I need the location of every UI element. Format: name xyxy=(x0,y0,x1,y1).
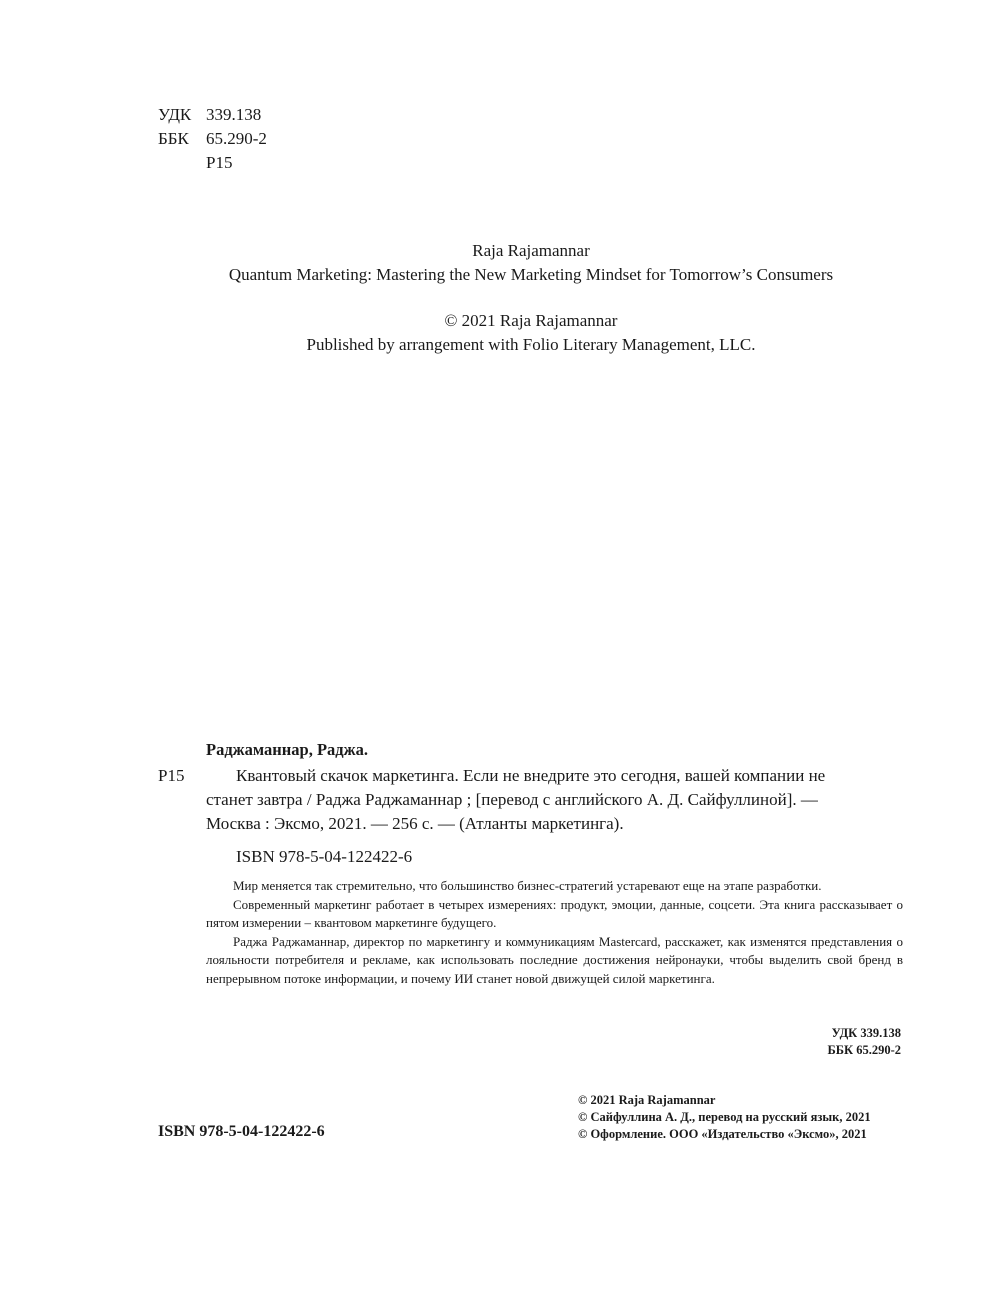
original-edition-info xyxy=(0,239,987,357)
card-author-heading: Раджаманнар, Раджа. xyxy=(206,740,368,759)
card-isbn: ISBN 978-5-04-122422-6 xyxy=(236,847,413,866)
card-udk: УДК 339.138 xyxy=(831,1026,901,1040)
udk-row xyxy=(158,103,267,127)
classification-block xyxy=(158,103,267,175)
original-title: Quantum Marketing: Mastering the New Marketing Mindset for Tomorrow’s Consumers xyxy=(228,265,834,284)
bbk-value: 65.290-2 xyxy=(206,129,267,148)
annotation-paragraph: Раджа Раджаманнар, директор по маркетингу и коммуникациям Mastercard, расскажет, как изменятся представления о лояльности потребителя и рекламе, как использовать последние достижения нейронауки, чтобы выделить свой бренд в непрерывном потоке информации, и почему ИИ станет новой движущей силой маркетинга. xyxy=(206,933,903,986)
annotation-paragraph: Мир меняется так стремительно, что большинство бизнес-стратегий устаревают еще на этапе разработки. xyxy=(233,878,822,893)
card-description-line-1: Квантовый скачок маркетинга. Если не внедрите это сегодня, вашей компании не xyxy=(236,766,826,785)
original-published: Published by arrangement with Folio Literary Management, LLC. xyxy=(306,335,756,354)
card-description-line-2: станет завтра / Раджа Раджаманнар ; [перевод с английского А. Д. Сайфуллиной]. — xyxy=(206,790,818,809)
copyright-block xyxy=(578,1092,871,1143)
original-author: Raja Rajamannar xyxy=(472,241,590,260)
original-copyright: © 2021 Raja Rajamannar xyxy=(444,311,618,330)
author-code: Р15 xyxy=(206,153,233,172)
card-bbk: ББК 65.290-2 xyxy=(827,1043,901,1057)
author-code-row xyxy=(158,151,267,175)
bbk-row xyxy=(158,127,267,151)
card-description-line-3: Москва : Эксмо, 2021. — 256 с. — (Атланты маркетинга). xyxy=(206,814,624,833)
udk-label: УДК xyxy=(158,105,192,124)
copyright-line: © 2021 Raja Rajamannar xyxy=(578,1093,716,1107)
card-code: Р15 xyxy=(158,766,185,785)
copyright-line: © Сайфуллина А. Д., перевод на русский язык, 2021 xyxy=(578,1110,871,1124)
card-udk-bbk xyxy=(827,1025,901,1059)
card-annotation xyxy=(206,877,903,989)
annotation-paragraph: Современный маркетинг работает в четырех измерениях: продукт, эмоции, данные, соцсети. Эта книга рассказывает о пятом измерении – квантовом маркетинге будущего. xyxy=(206,896,903,931)
copyright-line: © Оформление. ООО «Издательство «Эксмо», 2021 xyxy=(578,1127,867,1141)
footer-isbn: ISBN 978-5-04-122422-6 xyxy=(158,1123,325,1140)
udk-value: 339.138 xyxy=(206,105,262,124)
bbk-label: ББК xyxy=(158,129,189,148)
